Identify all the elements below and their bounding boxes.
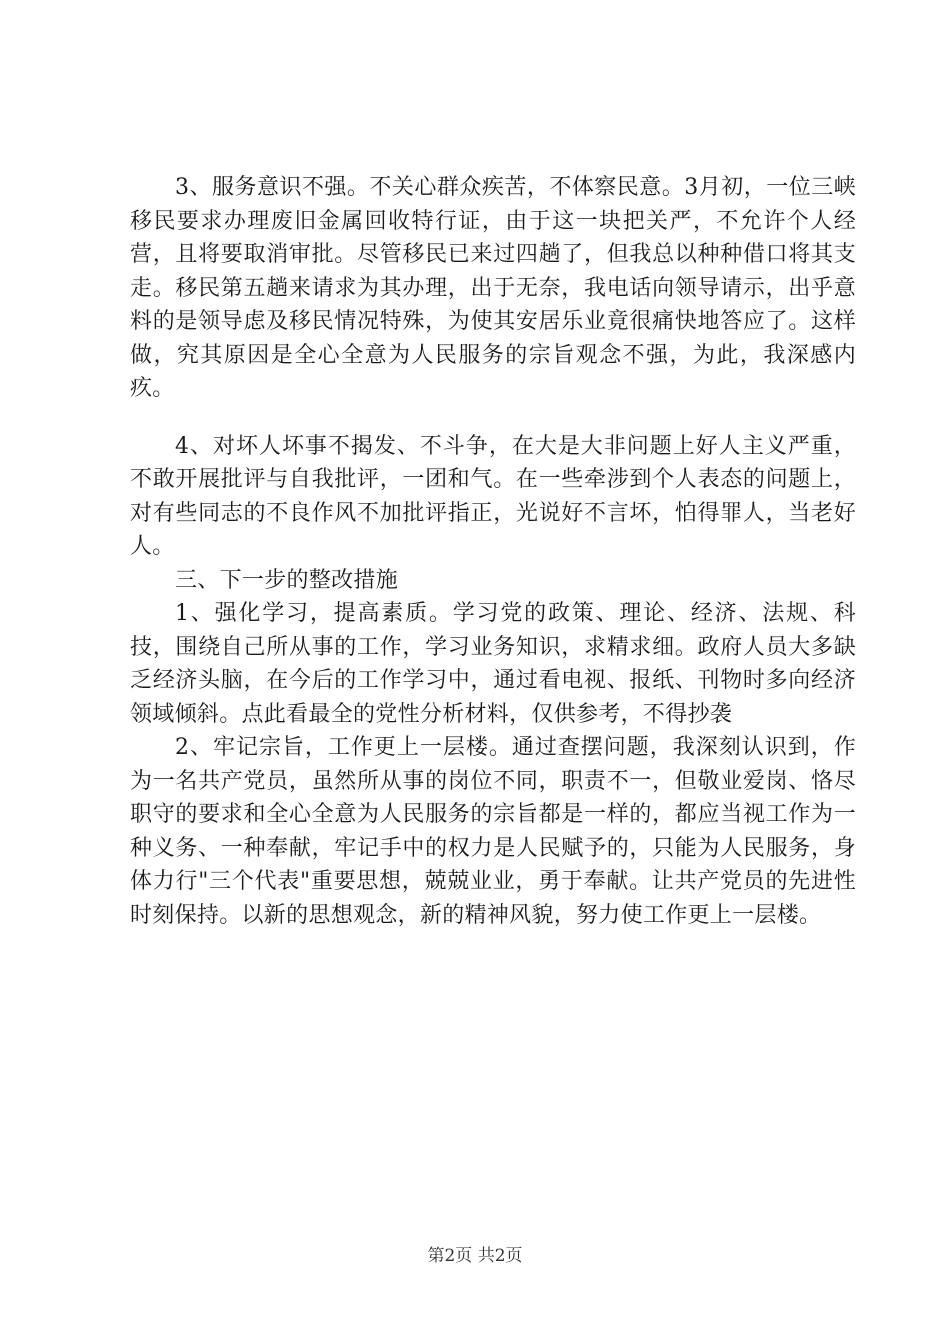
paragraph-strengthen-study: 1、强化学习，提高素质。学习党的政策、理论、经济、法规、科技，围绕自己所从事的工作，学习业务知识，求精求细。政府人员大多缺乏经济头脑，在今后的工作学习中，通过看电视、报纸、刊物时多向经济领域倾斜。点此看最全的党性分析材料，仅供参考，不得抄袭 [130, 601, 856, 727]
document-body [130, 171, 856, 932]
paragraph-remember-purpose: 2、牢记宗旨，工作更上一层楼。通过查摆问题，我深刻认识到，作为一名共产党员，虽然所从事的岗位不同，职责不一，但敬业爱岗、恪尽职守的要求和全心全意为人民服务的宗旨都是一样的，都应当视工作为一种义务、一种奉献，牢记手中的权力是人民赋予的，只能为人民服务，身体力行"三个代表"重要思想，兢兢业业，勇于奉献。让共产党员的先进性时刻保持。以新的思想观念，新的精神风貌，努力使工作更上一层楼。 [130, 735, 856, 928]
paragraph-spacer [130, 406, 856, 430]
paragraph-service-awareness: 3、服务意识不强。不关心群众疾苦，不体察民意。3月初，一位三峡移民要求办理废旧金属回收特行证，由于这一块把关严，不允许个人经营，且将要取消审批。尽管移民已来过四趟了，但我总以种种借口将其支走。移民第五趟来请求为其办理，出于无奈，我电话向领导请示，出乎意料的是领导虑及移民情况特殊，为使其安居乐业竟很痛快地答应了。这样做，究其原因是全心全意为人民服务的宗旨观念不强，为此，我深感内疚。 [130, 175, 856, 401]
section-heading-rectification: 三、下一步的整改措施 [175, 567, 399, 593]
page-number-footer: 第2页 共2页 [427, 1246, 523, 1266]
paragraph-not-struggling: 4、对坏人坏事不揭发、不斗争，在大是大非问题上好人主义严重，不敢开展批评与自我批评，一团和气。在一些牵涉到个人表态的问题上，对有些同志的不良作风不加批评指正，光说好不言坏，怕得罪人，当老好人。 [130, 433, 856, 559]
